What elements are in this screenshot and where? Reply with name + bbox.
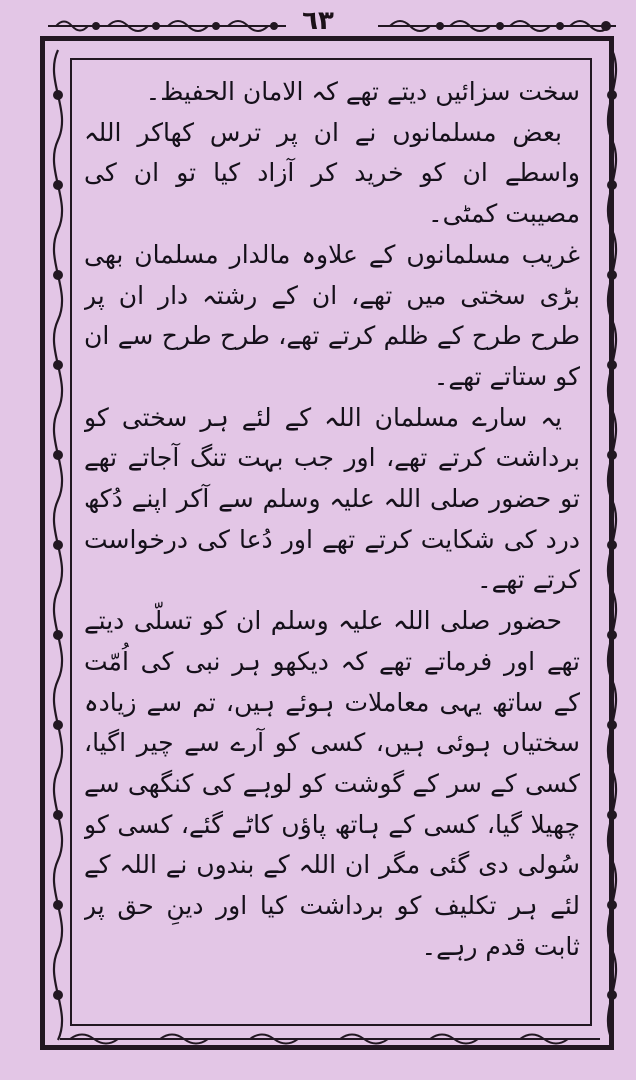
right-border-ornament xyxy=(594,40,630,1046)
page-number: ٦٣ xyxy=(302,6,334,36)
paragraph: یہ سارے مسلمان اللہ کے لئے ہر سختی کو برداشت کرتے تھے، اور جب بہت تنگ آجاتے تھے تو حضور صلی اللہ علیہ وسلم سے آکر اپنے دُکھ درد کی شکایت کرتے تھے اور دُعا کی درخواست کرتے تھے۔ xyxy=(84,402,580,595)
bottom-border-ornament xyxy=(60,1030,600,1048)
paragraph: غریب مسلمانوں کے علاوہ مالدار مسلمان بھی بڑی سختی میں تھے، ان کے رشتہ دار ان پر طرح طرح کے ظلم کرتے تھے، طرح طرح سے ان کو ستاتے تھے۔ xyxy=(84,239,580,391)
top-right-border-ornament xyxy=(378,16,616,36)
paragraph: حضور صلی اللہ علیہ وسلم ان کو تسلّی دیتے تھے اور فرماتے تھے کہ دیکھو ہر نبی کی اُمّت کے ساتھ یہی معاملات ہوئے ہیں، تم سے زیادہ سختیاں ہوئی ہیں، کسی کو آرے سے چیر اگیا، کسی کے سر کے گوشت کو لوہے کی کنگھی سے چھیلا گیا، کسی کے ہاتھ پاؤں کاٹے گئے، کسی کو سُولی دی گئی مگر ان اللہ کے بندوں نے اللہ کے لئے ہر تکلیف کو برداشت کیا اور دینِ حق پر ثابت قدم رہے۔ xyxy=(84,606,580,961)
paragraph: بعض مسلمانوں نے ان پر ترس کھاکر اللہ واسطے ان کو خرید کر آزاد کیا تو ان کی مصیبت کمٹی۔ xyxy=(84,117,580,229)
paragraph: سخت سزائیں دیتے تھے کہ الامان الحفیظ۔ xyxy=(145,77,580,106)
page-text xyxy=(84,72,580,1012)
top-left-border-ornament xyxy=(48,16,286,36)
